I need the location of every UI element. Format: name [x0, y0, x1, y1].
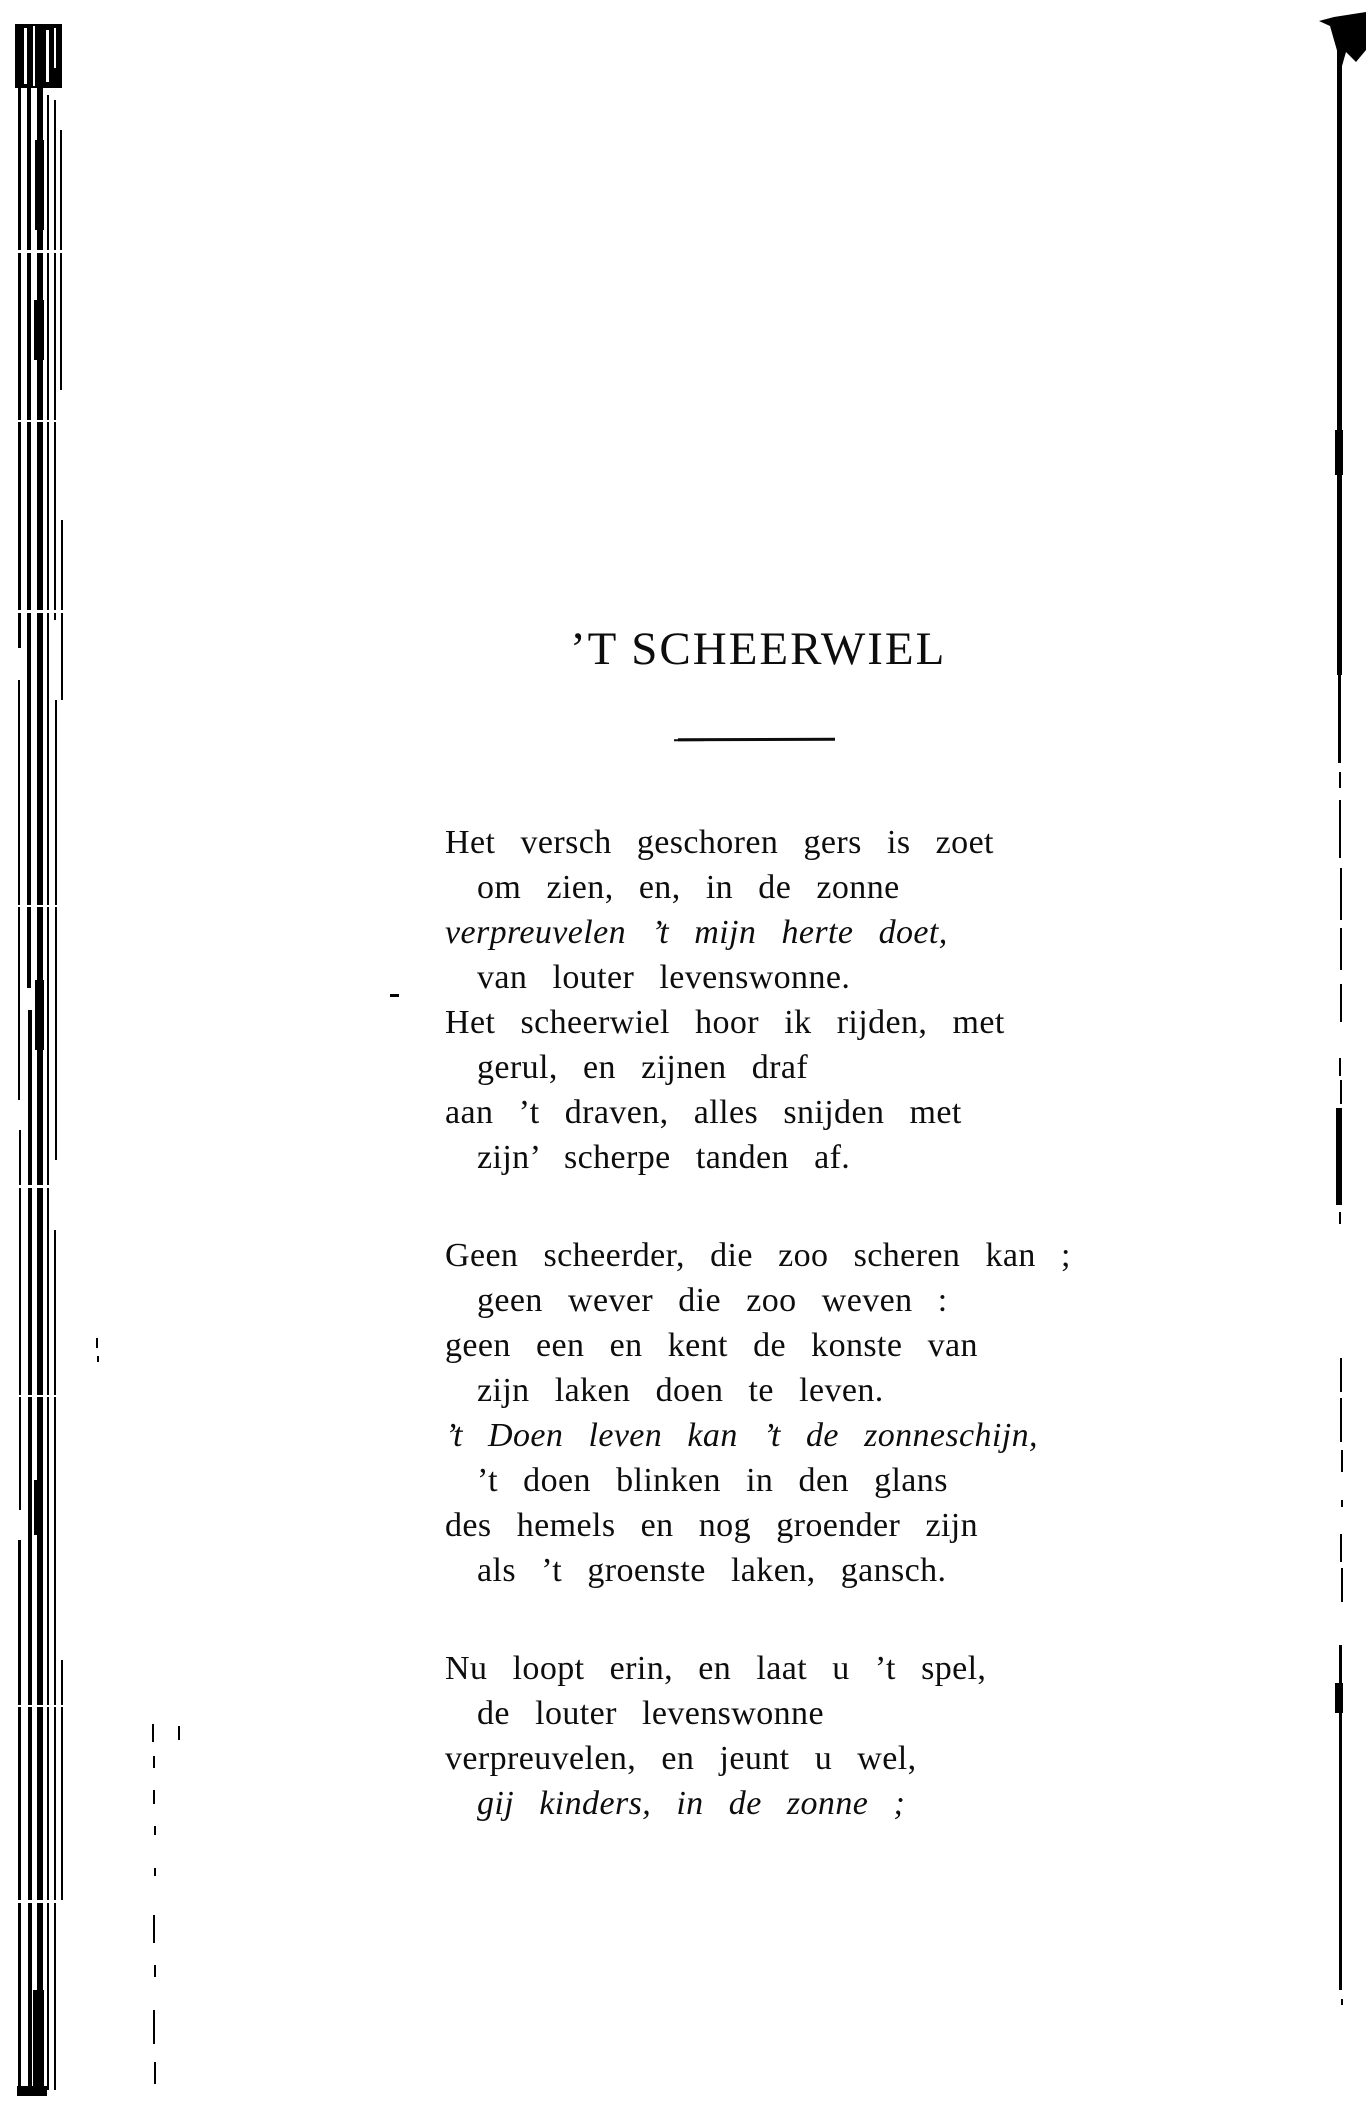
poem-line: Het versch geschoren gers is zoet	[445, 824, 994, 861]
poem-line: om zien, en, in de zonne	[477, 869, 900, 906]
poem-line: gerul, en zijnen draf	[477, 1049, 809, 1086]
poem-line: geen wever die zoo weven :	[477, 1282, 948, 1319]
poem-line: Het scheerwiel hoor ik rijden, met	[445, 1004, 1005, 1041]
poem-stanza-2	[445, 1233, 1205, 1593]
poem-line: van louter levenswonne.	[477, 959, 851, 996]
poem-line: ’t doen blinken in den glans	[477, 1462, 948, 1499]
poem-line: zijn laken doen te leven.	[477, 1372, 884, 1409]
poem-line: gij kinders, in de zonne ;	[477, 1785, 906, 1822]
poem-line: ’t Doen leven kan ’t de zonneschijn,	[445, 1417, 1038, 1454]
title-divider-rule	[678, 738, 835, 742]
poem-title: ’T SCHEERWIEL	[570, 623, 947, 675]
poem-line: geen een en kent de konste van	[445, 1327, 978, 1364]
poem-line: des hemels en nog groender zijn	[445, 1507, 979, 1544]
poem-line: zijn’ scherpe tanden af.	[477, 1139, 851, 1176]
poem-stanza-3	[445, 1646, 1205, 1826]
poem-line: de louter levenswonne	[477, 1695, 824, 1732]
poem-stanza-1	[445, 820, 1205, 1180]
poem-line: aan ’t draven, alles snijden met	[445, 1094, 962, 1131]
poem-line: Nu loopt erin, en laat u ’t spel,	[445, 1650, 987, 1687]
poem-line: Geen scheerder, die zoo scheren kan ;	[445, 1237, 1071, 1274]
poem-line: verpreuvelen ’t mijn herte doet,	[445, 914, 948, 951]
poem-line: verpreuvelen, en jeunt u wel,	[445, 1740, 917, 1777]
poem-line: als ’t groenste laken, gansch.	[477, 1552, 947, 1589]
